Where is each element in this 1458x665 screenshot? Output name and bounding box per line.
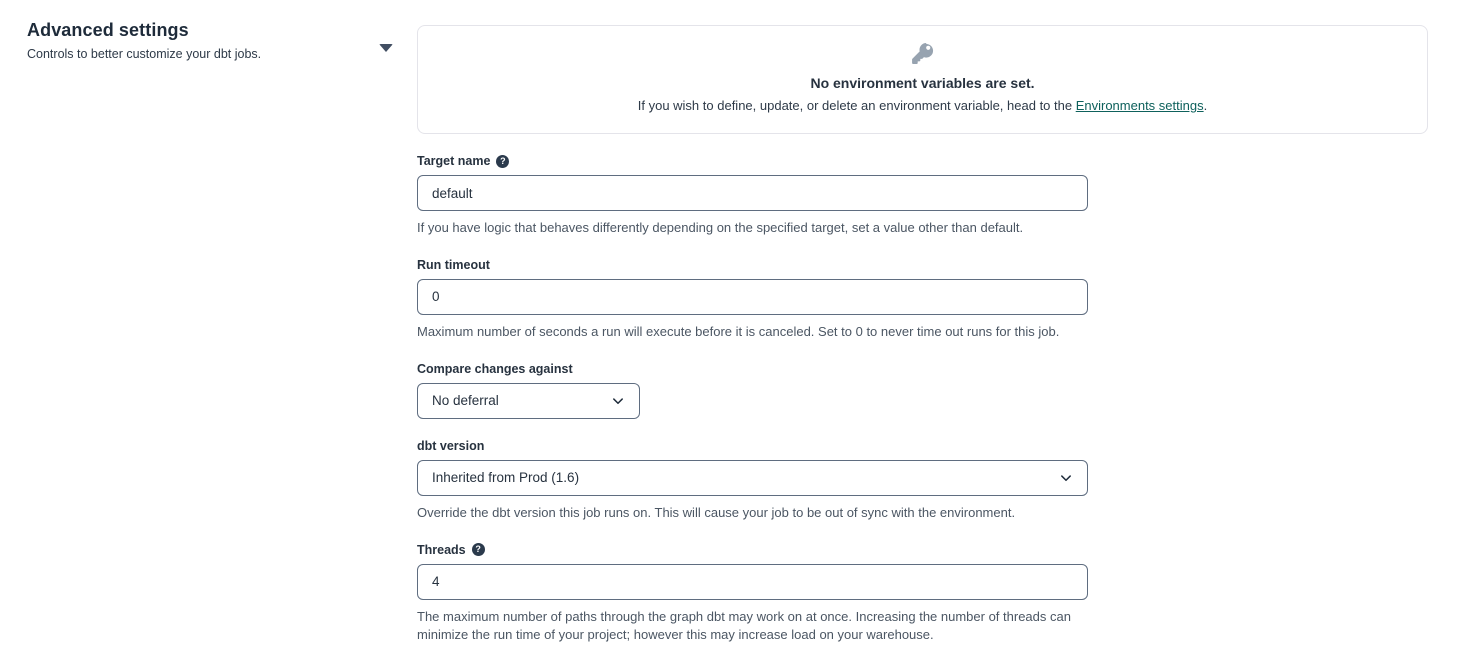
- target-name-label-row: [417, 154, 1428, 168]
- page-subtitle: Controls to better customize your dbt jobs.: [27, 47, 262, 61]
- run-timeout-label: Run timeout: [417, 257, 490, 272]
- threads-label-row: [417, 543, 1428, 557]
- run-timeout-group: [417, 258, 1428, 342]
- run-timeout-input[interactable]: [417, 279, 1088, 315]
- threads-help-icon[interactable]: ?: [472, 543, 485, 556]
- compare-changes-group: [417, 362, 1428, 419]
- compare-changes-label-row: [417, 362, 1428, 376]
- threads-input[interactable]: [417, 564, 1088, 600]
- advanced-settings-form: [417, 154, 1428, 645]
- env-vars-empty-card: [417, 25, 1428, 134]
- target-name-label: Target name: [417, 154, 491, 168]
- compare-changes-select[interactable]: [417, 383, 640, 419]
- dbt-version-helper: Override the dbt version this job runs on. This will cause your job to be out of sync with the environment.: [417, 504, 1016, 520]
- chevron-down-icon: [611, 394, 625, 408]
- settings-content: [417, 25, 1428, 665]
- threads-label: Threads: [417, 542, 466, 557]
- threads-helper: The maximum number of paths through the graph dbt may work on at once. Increasing the number of threads can minimize the run time of your project; however this may increase load on your warehouse.: [417, 608, 1071, 643]
- threads-group: [417, 543, 1428, 646]
- dbt-version-label: dbt version: [417, 438, 485, 453]
- key-icon: [910, 41, 935, 67]
- dbt-version-select[interactable]: [417, 460, 1088, 496]
- triangle-down-icon: [379, 44, 393, 52]
- target-name-input[interactable]: [417, 175, 1088, 211]
- compare-changes-value: No deferral: [432, 393, 499, 409]
- run-timeout-label-row: [417, 258, 1428, 272]
- env-vars-card-title: No environment variables are set.: [810, 75, 1035, 91]
- section-header: [27, 20, 372, 61]
- environments-settings-link[interactable]: Environments settings: [1075, 98, 1204, 113]
- collapse-section-toggle[interactable]: [377, 41, 395, 55]
- env-vars-message-suffix: .: [1203, 98, 1208, 113]
- dbt-version-group: [417, 439, 1428, 523]
- env-vars-card-message: [438, 98, 1407, 113]
- env-vars-message-prefix: If you wish to define, update, or delete an environment variable, head to the: [637, 98, 1076, 113]
- compare-changes-label: Compare changes against: [417, 361, 573, 376]
- target-name-help-icon[interactable]: ?: [496, 155, 509, 168]
- dbt-version-value: Inherited from Prod (1.6): [432, 470, 580, 486]
- run-timeout-helper: Maximum number of seconds a run will execute before it is canceled. Set to 0 to never time out runs for this job.: [417, 323, 1060, 339]
- chevron-down-icon: [1059, 471, 1073, 485]
- page-title: Advanced settings: [27, 20, 189, 40]
- target-name-helper: If you have logic that behaves differently depending on the specified target, set a value other than default.: [417, 220, 1024, 235]
- target-name-group: [417, 154, 1428, 238]
- dbt-version-label-row: [417, 439, 1428, 453]
